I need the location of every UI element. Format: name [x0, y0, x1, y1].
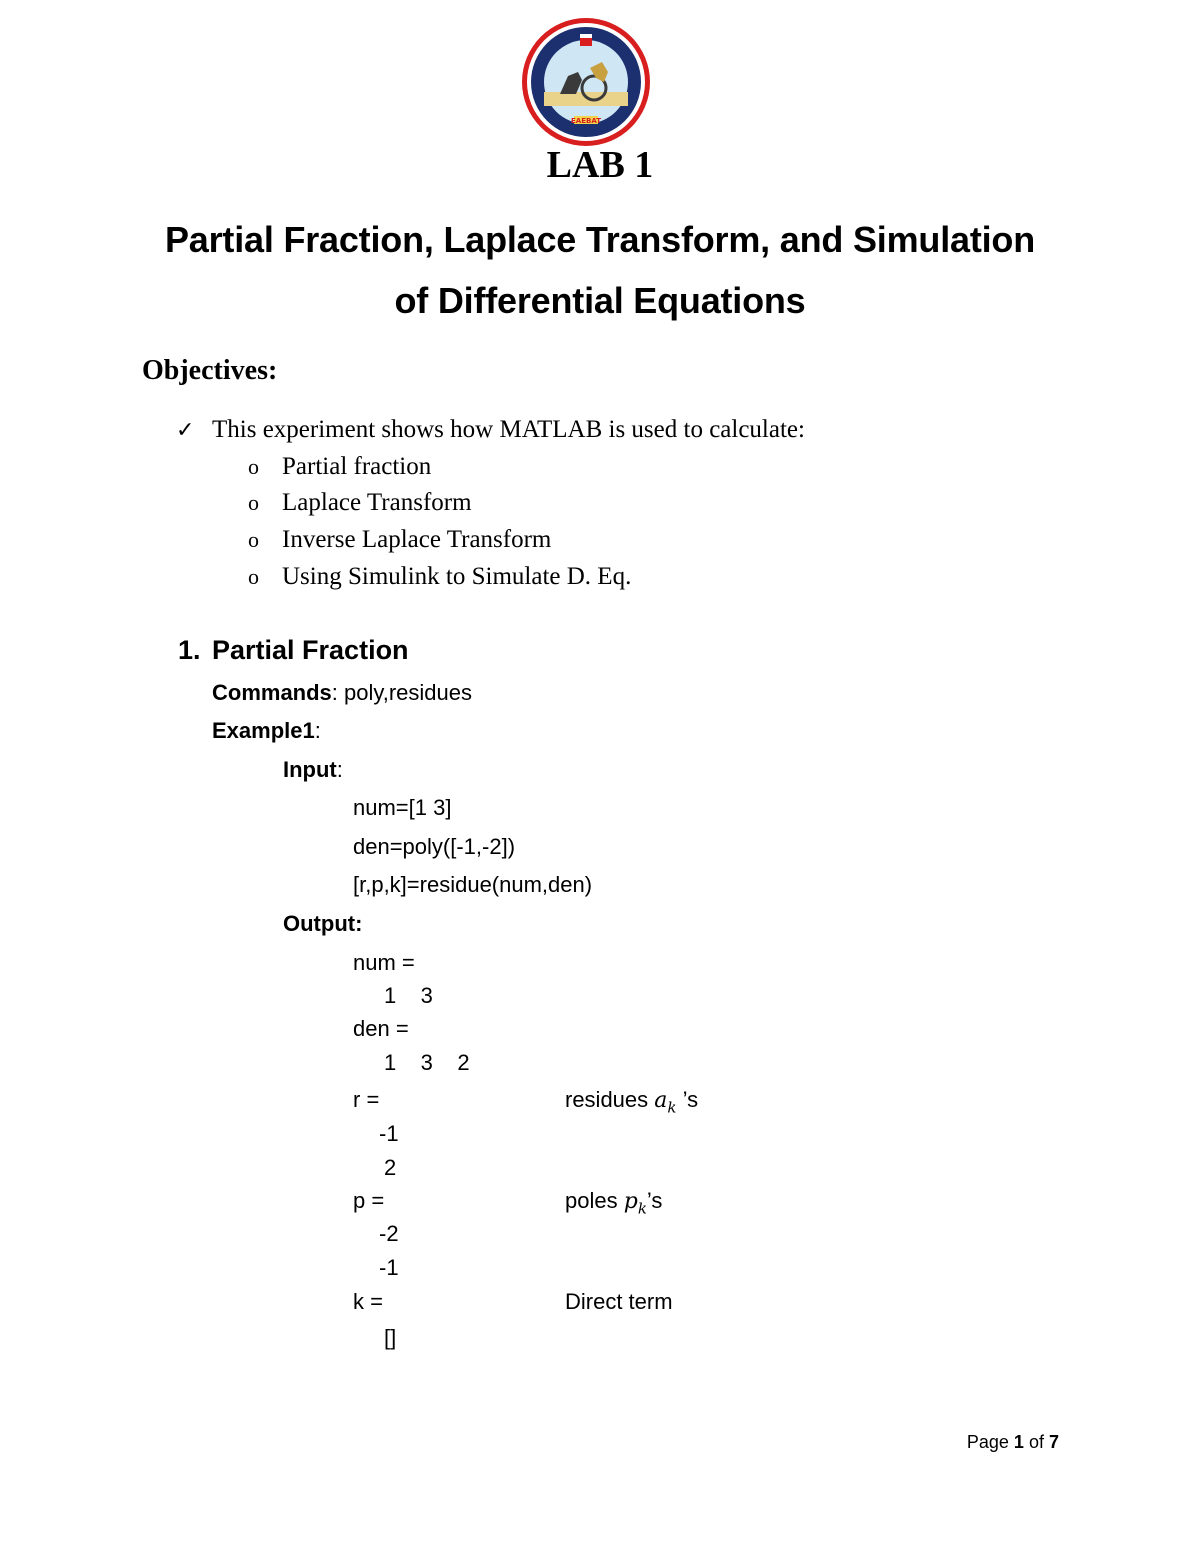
objectives-heading: Objectives:	[142, 355, 278, 386]
lab-number: LAB 1	[546, 144, 654, 186]
output-den-value: 1 3 2	[384, 1050, 470, 1075]
eaebat-logo	[520, 16, 652, 148]
document-title-line2: of Differential Equations	[394, 280, 806, 321]
example-heading: Example1:	[212, 718, 321, 743]
objective-item: o Inverse Laplace Transform	[248, 526, 552, 553]
checkmark-icon: ✓	[176, 418, 195, 443]
output-p-description: poles $p_k’s$	[565, 1188, 663, 1218]
objectives-intro-text: This experiment shows how MATLAB is used to calculate:	[212, 416, 805, 443]
output-num-value: 1 3	[384, 983, 433, 1008]
circle-bullet-icon: o	[248, 564, 259, 589]
output-den-label: den =	[353, 1016, 409, 1041]
circle-bullet-icon: o	[248, 527, 259, 552]
commands-value: : poly,residues	[331, 680, 473, 705]
objective-item: o Partial fraction	[248, 453, 432, 480]
objectives-intro	[176, 416, 805, 444]
circle-bullet-icon: o	[248, 490, 259, 515]
output-p-value: -1	[379, 1255, 399, 1280]
output-k-value: []	[384, 1325, 397, 1350]
output-p-label: p =	[353, 1188, 385, 1213]
objective-item: o Laplace Transform	[248, 489, 472, 516]
output-k-label: k =	[353, 1289, 383, 1314]
commands-label: Commands	[212, 680, 332, 705]
logo-caption: EAEBAT	[571, 117, 601, 125]
section-title: Partial Fraction	[212, 635, 409, 665]
section-number: 1.	[178, 635, 201, 665]
output-heading: Output:	[283, 911, 363, 936]
output-k-description: Direct term	[565, 1289, 673, 1314]
input-code-line: den=poly([-1,-2])	[353, 834, 516, 859]
output-r-value: 2	[384, 1155, 397, 1180]
input-code-line: num=[1 3]	[353, 795, 452, 820]
output-p-value: -2	[379, 1221, 399, 1246]
page-number: Page 1 of 7	[966, 1432, 1059, 1452]
output-r-label: r =	[353, 1087, 380, 1112]
output-r-description: residues $a_k$ ’s	[565, 1087, 699, 1117]
document-title-line1: Partial Fraction, Laplace Transform, and Simulation	[164, 219, 1035, 260]
output-r-value: -1	[379, 1121, 399, 1146]
input-heading: Input:	[283, 757, 343, 782]
objective-item: o Using Simulink to Simulate D. Eq.	[248, 563, 632, 590]
output-num-label: num =	[353, 950, 415, 975]
circle-bullet-icon: o	[248, 454, 259, 479]
commands-line	[212, 680, 472, 706]
section-heading	[178, 635, 409, 666]
input-code-line: [r,p,k]=residue(num,den)	[353, 872, 593, 897]
